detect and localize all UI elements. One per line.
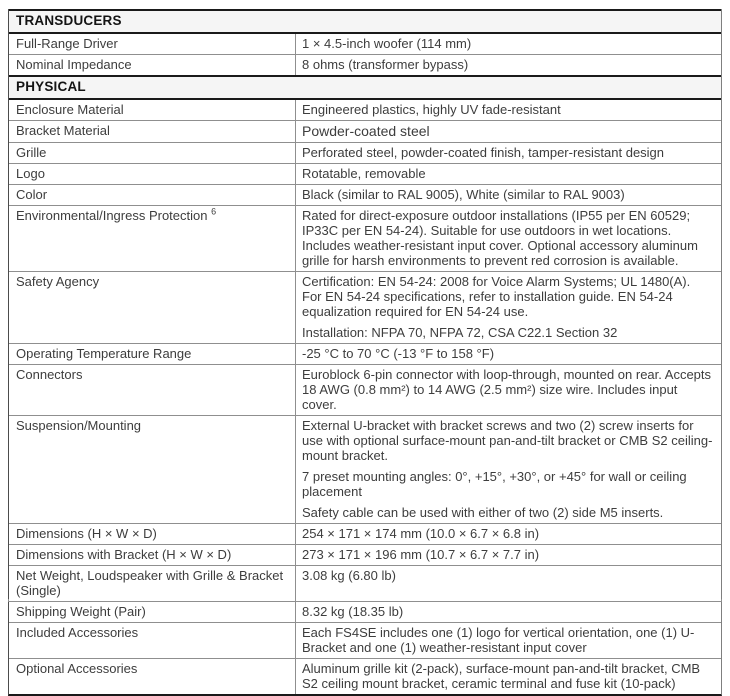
spec-value-paragraph: 8.32 kg (18.35 lb) [302, 604, 404, 619]
spec-label: Shipping Weight (Pair) [9, 602, 296, 622]
spec-label: Operating Temperature Range [9, 344, 296, 364]
spec-row [9, 54, 721, 75]
spec-label: Full-Range Driver [9, 34, 296, 54]
spec-row [9, 601, 721, 622]
spec-value [296, 272, 721, 343]
spec-label: Nominal Impedance [9, 55, 296, 75]
spec-label: Dimensions with Bracket (H × W × D) [9, 545, 296, 565]
footnote-reference: 6 [211, 206, 217, 217]
spec-value [296, 566, 721, 601]
spec-value-paragraph: 8 ohms (transformer bypass) [302, 57, 469, 72]
spec-row [9, 163, 721, 184]
spec-row [9, 565, 721, 601]
spec-value [296, 100, 721, 120]
spec-label: Grille [9, 143, 296, 163]
spec-label: Color [9, 185, 296, 205]
spec-row [9, 271, 721, 343]
spec-label: Environmental/Ingress Protection $^6$ [9, 206, 296, 271]
spec-label: Bracket Material [9, 121, 296, 142]
spec-value [296, 143, 721, 163]
spec-value-paragraph: 1 × 4.5-inch woofer (114 mm) [302, 36, 472, 51]
spec-value-paragraph: Aluminum grille kit (2-pack), surface-mount pan-and-tilt bracket, CMB S2 ceiling mount bracket, ceramic terminal and fuse kit (10-pack) [302, 661, 701, 691]
spec-value [296, 206, 721, 271]
spec-label: Optional Accessories [9, 659, 296, 694]
spec-value [296, 545, 721, 565]
spec-value [296, 524, 721, 544]
spec-value-paragraph: 7 preset mounting angles: 0°, +15°, +30°, or +45° for wall or ceiling placement [302, 469, 687, 499]
section-header: TRANSDUCERS [9, 9, 721, 34]
spec-row [9, 622, 721, 658]
spec-value-paragraph: Engineered plastics, highly UV fade-resistant [302, 102, 561, 117]
spec-value [296, 623, 721, 658]
spec-value-paragraph: Installation: NFPA 70, NFPA 72, CSA C22.1 Section 32 [302, 325, 618, 340]
spec-row [9, 184, 721, 205]
spec-row [9, 658, 721, 694]
spec-value [296, 55, 721, 75]
spec-value [296, 659, 721, 694]
specifications-table [8, 9, 722, 696]
spec-label: Enclosure Material [9, 100, 296, 120]
spec-value-paragraph: Safety cable can be used with either of two (2) side M5 inserts. [302, 505, 664, 520]
section-header: PHYSICAL [9, 75, 721, 100]
spec-value-paragraph: 273 × 171 × 196 mm (10.7 × 6.7 × 7.7 in) [302, 547, 540, 562]
spec-value-paragraph: Each FS4SE includes one (1) logo for vertical orientation, one (1) U-Bracket and one (1) weather-resistant input cover [302, 625, 695, 655]
spec-value [296, 185, 721, 205]
spec-value-paragraph: Rotatable, removable [302, 166, 426, 181]
spec-label: Suspension/Mounting [9, 416, 296, 523]
spec-value-paragraph: Perforated steel, powder-coated finish, tamper-resistant design [302, 145, 665, 160]
spec-value-paragraph: 254 × 171 × 174 mm (10.0 × 6.7 × 6.8 in) [302, 526, 540, 541]
spec-row [9, 415, 721, 523]
spec-value-paragraph: Black (similar to RAL 9005), White (similar to RAL 9003) [302, 187, 625, 202]
spec-row [9, 34, 721, 54]
spec-label: Connectors [9, 365, 296, 415]
spec-value-paragraph: Rated for direct-exposure outdoor installations (IP55 per EN 60529; IP33C per EN 54-24). Suitable for use outdoors in wet locations. Includes weather-resistant input cover. Optional accessory aluminum grille for harsh environments to prevent red corrosion is available. [302, 208, 698, 268]
spec-row [9, 205, 721, 271]
spec-value [296, 602, 721, 622]
spec-row [9, 544, 721, 565]
spec-row [9, 343, 721, 364]
spec-value-paragraph: Powder-coated steel [302, 123, 430, 139]
spec-value [296, 344, 721, 364]
spec-label: Dimensions (H × W × D) [9, 524, 296, 544]
spec-value [296, 121, 721, 142]
spec-value-paragraph: -25 °C to 70 °C (-13 °F to 158 °F) [302, 346, 495, 361]
spec-label: Included Accessories [9, 623, 296, 658]
spec-label: Net Weight, Loudspeaker with Grille & Bracket (Single) [9, 566, 296, 601]
spec-row [9, 142, 721, 163]
spec-value [296, 365, 721, 415]
spec-label: Safety Agency [9, 272, 296, 343]
spec-value-paragraph: 3.08 kg (6.80 lb) [302, 568, 396, 583]
spec-row [9, 364, 721, 415]
spec-value-paragraph: Certification: EN 54-24: 2008 for Voice Alarm Systems; UL 1480(A). For EN 54-24 specifications, refer to installation guide. EN 54-24 equalization required for EN 54-24 use. [302, 274, 691, 319]
spec-label: Logo [9, 164, 296, 184]
spec-row [9, 100, 721, 120]
spec-row [9, 120, 721, 142]
spec-value [296, 34, 721, 54]
spec-value [296, 416, 721, 523]
spec-value-paragraph: Euroblock 6-pin connector with loop-through, mounted on rear. Accepts 18 AWG (0.8 mm²) to 14 AWG (2.5 mm²) size wire. Includes input cover. [302, 367, 712, 412]
spec-value-paragraph: External U-bracket with bracket screws and two (2) screw inserts for use with optional surface-mount pan-and-tilt bracket or CMB S2 ceiling-mount bracket. [302, 418, 713, 463]
spec-row [9, 523, 721, 544]
spec-value [296, 164, 721, 184]
